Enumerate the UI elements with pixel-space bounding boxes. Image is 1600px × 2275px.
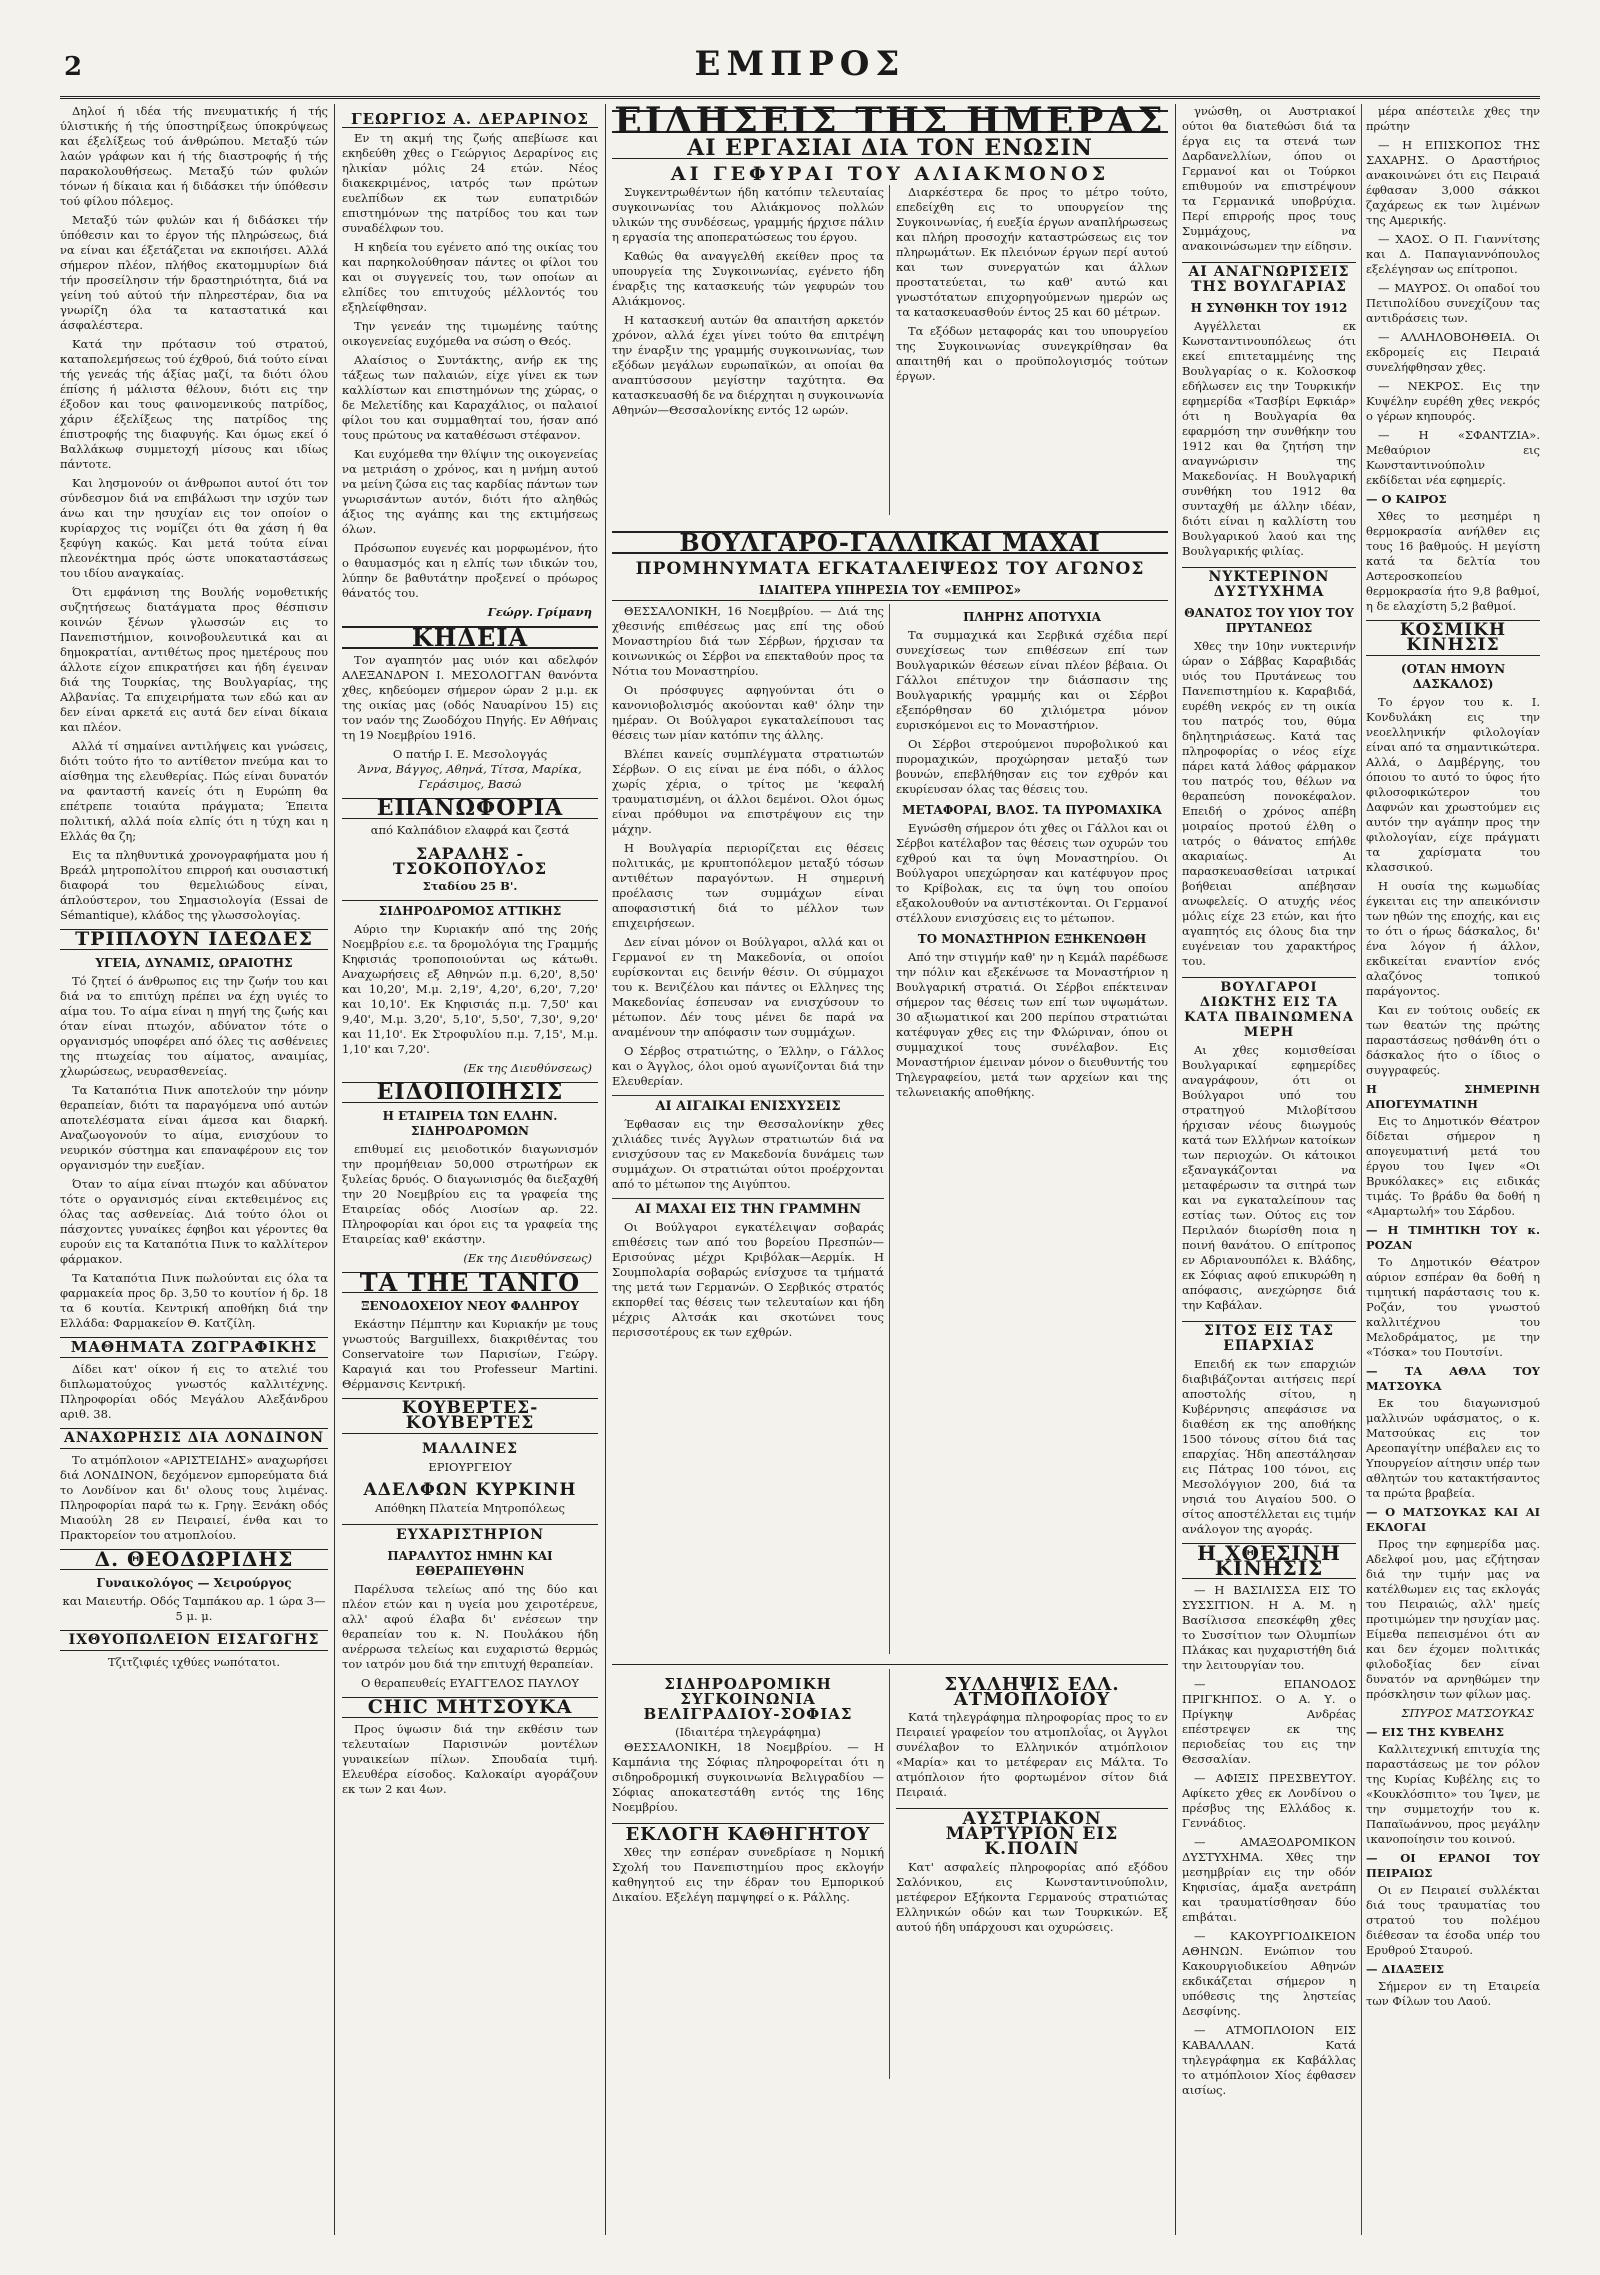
section-title: — ΤΑ ΑΘΛΑ ΤΟΥ ΜΑΤΣΟΥΚΑ: [1366, 1364, 1540, 1393]
headline: ΒΟΥΛΓΑΡΟ-ΓΑΛΛΙΚΑΙ ΜΑΧΑΙ: [612, 531, 1168, 554]
article-paragraph: Οι Βούλγαροι εγκατέλειψαν σοβαράς επιθέσεις των από του βορείου Πρεσπών—Ερισούνας μέχρι Κριβόλακ—Αερμίκ. Η Σουμπολαρία σοβαρώς ενίσχυσε τα τμήματά της μετά των Γερμανών. Ο Σερβικός στρατός εκπορθεί τας θέσεις των τελευταίων και ήδη μέχρις Αλτσάκ και σκοτώνει τους περισσοτέρους εκ των εχθρών.: [612, 1220, 884, 1339]
article-paragraph: Ο Σέρβος στρατιώτης, ο Έλλην, ο Γάλλος και ο Άγγλος, όλοι ομού αγωνίζονται διά την Ελευθερίαν.: [612, 1044, 884, 1088]
ad-paragraph: Τα Καταπότια Πινκ πωλούνται εις όλα τα φαρμακεία προς δρ. 3,50 το κουτίον ή δρ. 18 τα 6 κουτία. Κεντρική αποθήκη διά την Ελλάδα: Φαρμακείον Θ. Κατζίλη.: [60, 1271, 328, 1330]
ad-title: CHIC ΜΗΤΣΟΥΚΑ: [342, 1697, 598, 1718]
ad-paragraph: και Μαιευτήρ. Οδός Ταμπάκου αρ. 1 ώρα 3—5 μ. μ.: [62, 1594, 326, 1623]
section-title: — ΔΙΔΑΞΕΙΣ: [1366, 1962, 1445, 1976]
article-paragraph: Κατά τηλεγράφημα πληροφορίας προς το εν Πειραιεί γραφείον του ατμοπλοΐας, οι Άγγλοι συνέλαβον το Ελληνικόν ατμόπλοιον «Μαρία» και το μετέφεραν εις Μάλτα. Το ατμόπλοιον ήτο φορτωμένον σίτον διά Πειραιά.: [896, 1710, 1168, 1799]
section-title: ΣΥΛΛΗΨΙΣ ΕΛΛ. ΑΤΜΟΠΛΟΙΟΥ: [944, 1674, 1120, 1710]
notice-signature: (Εκ της Διευθύνσεως): [463, 1061, 592, 1075]
ad-subtitle: ΞΕΝΟΔΟΧΕΙΟΥ ΝΕΟΥ ΦΑΛΗΡΟΥ: [361, 1299, 579, 1313]
section-title: ΣΙΔΗΡΟΔΡΟΜΙΚΗ ΣΥΓΚΟΙΝΩΝΙΑ ΒΕΛΙΓΡΑΔΙΟΥ-ΣΟΦΙΑΣ: [643, 1675, 853, 1723]
section-title: ΣΙΤΟΣ ΕΙΣ ΤΑΣ ΕΠΑΡΧΙΑΣ: [1182, 1321, 1356, 1354]
article-paragraph: Τα συμμαχικά και Σερβικά σχέδια περί συνεχίσεως των επιθέσεων επί των Βουλγαρικών θέσεων είναι πλέον βέβαια. Οι Γάλλοι επέτυχον την διάσπασιν της Βουλγαρικής γραμμής και οι Σέρβοι εξεπόρθησαν 60 χιλιόμετρα μόνον ευρισκόμενοι εις το Μοναστήριον.: [896, 628, 1168, 732]
article-paragraph: γνώσθη, οι Αυστριακοί ούτοι θα διατεθώσι διά τα έργα εις τα στενά των Δαρδανελλίων, όπου οι Γερμανοί και οι Τούρκοι επιθυμούν να επιστρέψουν τα Γερμανικά υποβρύχια. Περί επιρροής προς τους Συμμάχους, να ανακοινώσωμεν την είδησιν.: [1182, 104, 1356, 253]
article-paragraph: ΘΕΣΣΑΛΟΝΙΚΗ, 18 Νοεμβρίου. — Η Καμπάνια της Σόφιας πληροφορείται ότι η σιδηροδρομική συγκοινωνία Βελιγραδίου — Σόφιας αποκατεστάθη εντός της 16ης Νοεμβρίου.: [612, 1740, 884, 1814]
article-signature: ΣΠΥΡΟΣ ΜΑΤΣΟΥΚΑΣ: [1401, 1706, 1534, 1720]
section-title: ΑΙ ΑΙΓΑΙΚΑΙ ΕΝΙΣΧΥΣΕΙΣ: [612, 1095, 884, 1114]
article-paragraph: ΘΕΣΣΑΛΟΝΙΚΗ, 16 Νοεμβρίου. — Διά της χθεσινής επιθέσεως μας επί της οδού Μοναστηρίου διά των Σέρβων, ήρχισαν τα κοινωνικώς οι Σέρβοι να επεκταθούν προς τα Νότια του Μοναστηρίου.: [612, 604, 884, 678]
section-title: ΤΟ ΜΟΝΑΣΤΗΡΙΟΝ ΕΞΗΚΕΝΩΘΗ: [917, 932, 1147, 946]
article-column: [896, 1669, 1168, 1939]
news-item: — ΑΤΜΟΠΛΟΙΟΝ ΕΙΣ ΚΑΒΑΛΛΑΝ. Κατά τηλεγράφημα εκ Καβάλλας το ατμόπλοιον Χίος έφθασεν αισίως.: [1182, 2023, 1356, 2097]
ad-title: ΜΑΘΗΜΑΤΑ ΖΩΓΡΑΦΙΚΗΣ: [60, 1337, 328, 1358]
ad-text: Εκάστην Πέμπτην και Κυριακήν με τους γνωστούς Barguillexx, διακριθέντας του Conservatoire των Παρισίων, Γεώργ. Καραγιά και του Professeur Martini. Θέρμανσις Κεντρική.: [342, 1317, 598, 1391]
article-paragraph: Το Δημοτικόν Θέατρον αύριον εσπέραν θα δοθή η τιμητική παράστασις του κ. Ροζάν, του γνωστού καλλιτέχνου του Μελοδράματος, με την «Τόσκα» του Πουτσίνι.: [1366, 1255, 1540, 1359]
notice-title: ΕΙΔΟΠΟΙΗΣΙΣ: [342, 1082, 598, 1103]
notice-title: ΣΙΔΗΡΟΔΡΟΜΟΣ ΑΤΤΙΚΗΣ: [342, 900, 598, 919]
ad-title: ΚΟΥΒΕΡΤΕΣ-ΚΟΥΒΕΡΤΕΣ: [342, 1398, 598, 1434]
article-paragraph: Οι πρόσφυγες αφηγούνται ότι ο κανονιοβολισμός ακούονται καθ' όλην την ημέραν. Οι Βούλγαροι εγκαταλείπουσι τας θέσεις των μίαν κατόπιν της άλλης.: [612, 683, 884, 742]
article-paragraph: Χθες την 10ην νυκτερινήν ώραν ο Σάββας Καραβιδάς υιός του Πρυτάνεως του Πανεπιστημίου κ. Καραβιδά, ευρέθη νεκρός εν τη οικία του πατρός του, θύμα δηλητηριάσεως. Κατά τας πληροφορίας ο νέος είχε πάρει κατά λάθος φάρμακον του πατρός του, θέλων να θεραπεύση πονοκέφαλον. Επειδή ο χρόνος απέβη μοιραίος προτού έλθη ο ιατρός ο θάνατος επήλθε ακαριαίως. Αι παρασκευασθείσαι ιατρικαί βοήθειαι απέβησαν ανωφελείς. Ο ατυχής νέος μόλις είχε 23 ετών, και ήτο αγαπητός εις όλους δια την ευγένειαν του χαρακτήρος του.: [1182, 639, 1356, 968]
ad-title: Δ. ΘΕΟΔΩΡΙΔΗΣ: [60, 1549, 328, 1570]
masthead: [60, 40, 1540, 99]
section-subtitle: ΘΑΝΑΤΟΣ ΤΟΥ ΥΙΟΥ ΤΟΥ ΠΡΥΤΑΝΕΩΣ: [1184, 606, 1354, 635]
column-4-left: [1182, 104, 1356, 2102]
column-3-news: [612, 104, 1168, 2235]
obituary-family: Άννα, Βάγγος, Αθηνά, Τίτσα, Μαρίκα, Γεράσιμος, Βασώ: [358, 762, 582, 791]
section-title: Η ΣΗΜΕΡΙΝΗ ΑΠΟΓΕΥΜΑΤΙΝΗ: [1366, 1082, 1540, 1111]
section-title: ΑΙ ΑΝΑΓΝΩΡΙΣΕΙΣ ΤΗΣ ΒΟΥΛΓΑΡΙΑΣ: [1182, 262, 1356, 295]
section-title: ΑΙ ΜΑΧΑΙ ΕΙΣ ΤΗΝ ΓΡΑΜΜΗΝ: [612, 1198, 884, 1217]
article-paragraph: Προς την εφημερίδα μας. Αδελφοί μου, μας εζήτησαν διά την τιμήν μας να κατέλθωμεν εις τας εκλογάς του Πειραιώς, αλλ' ημείς προτιμώμεν την ησυχίαν μας. Είμεθα πεπεισμένοι ότι αν και δεν έχομεν πολιτικάς φιλοδοξίας δεν είναι δυνατόν να αρνηθώμεν την πρόσκλησιν των φίλων μας.: [1366, 1537, 1540, 1701]
article-paragraph: Η κηδεία του εγένετο από της οικίας του και παρηκολούθησαν πάντες οι φίλοι του και οι συγγενείς του, των οποίων αι ελπίδες του επιτυχούς μέλλοντός του εξηλείφθησαν.: [342, 240, 598, 314]
section-title: ΕΚΛΟΓΗ ΚΑΘΗΓΗΤΟΥ: [612, 1823, 884, 1842]
news-item: — Η ΒΑΣΙΛΙΣΣΑ ΕΙΣ ΤΟ ΣΥΣΣΙΤΙΟΝ. Η Α. Μ. η Βασίλισσα επεσκέφθη χθες το Συσσίτιον των Ολυμπίων Πλάκας και ηυχαριστήθη διά την λειτουργίαν του.: [1182, 1583, 1356, 1672]
section-banner: ΕΙΔΗΣΕΙΣ ΤΗΣ ΗΜΕΡΑΣ: [612, 110, 1168, 133]
article-paragraph: Η Βουλγαρία περιορίζεται εις θέσεις πολιτικάς, με κρυπτοπόλεμον μεταξύ τόσων αντιθέτων παραγόντων. Η σημερινή προέλασις των συμμάχων είναι αποφασιστική διά το μέλλον των επιχειρήσεων.: [612, 841, 884, 930]
article-paragraph: Σήμερον εν τη Εταιρεία των Φίλων του Λαού.: [1366, 1979, 1540, 2008]
ad-paragraph: Τό ζητεί ό άνθρωπος εις την ζωήν του και διά να το επιτύχη πρέπει να έχη υγιές το αίμα του. Το αίμα είναι η πηγή της ζωής και όταν είναι πτωχόν, αδύνατον τότε ο οργανισμός υποφέρει από όλες τις ασθένειες της πτωχείας του αίματος, αναιμίας, χλωρώσεως, νευρασθενείας.: [60, 974, 328, 1078]
section-title: — Η ΤΙΜΗΤΙΚΗ ΤΟΥ κ. ΡΟΖΑΝ: [1366, 1223, 1540, 1252]
notice-subtitle: Η ΕΤΑΙΡΕΙΑ ΤΩΝ ΕΛΛΗΝ. ΣΙΔΗΡΟΔΡΟΜΩΝ: [382, 1109, 558, 1138]
article-signature: Γεώργ. Γρίμανη: [487, 605, 592, 619]
ad-shop: ΣΑΡΑΛΗΣ - ΤΣΟΚΟΠΟΥΛΟΣ: [392, 844, 548, 878]
article-paragraph: Την γενεάν της τιμωμένης ταύτης οικογενείας ευχόμεθα να σώση ο Θεός.: [342, 319, 598, 348]
section-title: ΜΕΤΑΦΟΡΑΙ, ΒΛΟΣ. ΤΑ ΠΥΡΟΜΑΧΙΚΑ: [902, 803, 1162, 817]
section-title: — ΟΙ ΕΡΑΝΟΙ ΤΟΥ ΠΕΙΡΑΙΩΣ: [1366, 1851, 1540, 1880]
ad-title: ΤΡΙΠΛΟΥΝ ΙΔΕΩΔΕΣ: [60, 929, 328, 950]
section-title: ΚΟΣΜΙΚΗ ΚΙΝΗΣΙΣ: [1366, 620, 1540, 656]
column-rule: [889, 604, 890, 1654]
article-paragraph: Επειδή εκ των επαρχιών διαβιβάζονται αιτήσεις περί αποστολής σίτου, η Κυβέρνησις απεφάσισε να διαθέση εκ της αποθήκης 1500 τόνους σίτου διά τας επαρχίας. Ήδη απεστάλησαν εις Πάτρας 100 τόνοι, εις Μεσολόγγιον 200, διά τα νησιά του Αιγαίου 500. Ο σίτος αποστέλλεται εις τιμήν ανάλογον της αγοράς.: [1182, 1357, 1356, 1536]
section-subtitle: (ΟΤΑΝ ΗΜΟΥΝ ΔΑΣΚΑΛΟΣ): [1400, 662, 1506, 691]
section-title: ΒΟΥΛΓΑΡΟΙ ΔΙΩΚΤΗΣ ΕΙΣ ΤΑ ΚΑΤΑ ΠΒΑΙΝΩΜΕΝΑ ΜΕΡΗ: [1182, 977, 1356, 1040]
obituary-title: ΚΗΔΕΙΑ: [342, 626, 598, 649]
headline: ΑΙ ΕΡΓΑΣΙΑΙ ΔΙΑ ΤΟΝ ΕΝΩΣΙΝ: [612, 141, 1168, 159]
article-paragraph: Χθες την εσπέραν συνεδρίασε η Νομική Σχολή του Πανεπιστημίου προς εκλογήν καθηγητού εις την έδραν του Εμπορικού Δικαίου. Εξελέγη παμψηφεί ο κ. Ράλλης.: [612, 1845, 884, 1904]
ad-title: ΕΠΑΝΩΦΟΡΙΑ: [342, 798, 598, 819]
section-title: ΑΥΣΤΡΙΑΚΟΝ ΜΑΡΤΥΡΙΟΝ ΕΙΣ Κ.ΠΟΛΙΝ: [896, 1808, 1168, 1857]
ad-subtitle: ΜΑΛΛΙΝΕΣ: [422, 1441, 518, 1457]
ad-paragraph: Δίδει κατ' οίκον ή εις το ατελιέ του διπλωματούχος γνωστός καλλιτέχνης. Πληροφορίαι οδός Μεγάλου Αλεξάνδρου αριθ. 38.: [60, 1362, 328, 1421]
article-paragraph: Βλέπει κανείς συμπλέγματα στρατιωτών Σέρβων. Ο εις είναι με ένα πόδι, ο άλλος χωρίς χέρια, ο τρίτος με 'κεφαλή τραυματισμένη, οι άλλοι δεμένοι. Ολοι όμως είναι πρόθυμοι να επιστρέψουν εις την μάχην.: [612, 747, 884, 836]
article-paragraph: Συγκεντρωθέντων ήδη κατόπιν τελευταίας συγκοινωνίας του Αλιάκμονος πολλών υλικών της συνδέσεως, γραμμής ήρχισε πάλιν η εργασία της αποπερατώσεως του έργου.: [612, 185, 884, 244]
article-paragraph: Εγνώσθη σήμερον ότι χθες οι Γάλλοι και οι Σέρβοι κατέλαβον τας θέσεις των οχυρών του εχθρού και τα ύψη Μοναστηρίου. Οι Βούλγαροι υπεχώρησαν και κατέφυγον προς το Κρίβολακ, εις τα ύψη του οποίου εξακολουθούν να αντιστέκονται. Οι Γερμανοί στέλλουν ενισχύσεις εις το μέτωπον.: [896, 821, 1168, 925]
article-paragraph: Και εν τούτοις ουδείς εκ των θεατών της πρώτης παραστάσεως ησθάνθη ότι ο δάσκαλος ήτο ο ίδιος ο συγγραφεύς.: [1366, 1003, 1540, 1077]
article-paragraph: Οι εν Πειραιεί συλλέκται διά τους τραυματίας του στρατού του πολέμου διέθεσαν τα έσοδα υπέρ του Ερυθρού Σταυρού.: [1366, 1883, 1540, 1957]
article-paragraph: Κατά την πρότασιν τού στρατού, καταπολεμήσεως τού έχθρού, διά τούτο είναι τής γενεάς τής άξίας μαζί, τα διότι όλου έπίσης ή μάλιστα θέλουν, διότι εις την έξοδον και τους φαινομενικούς πατρίδος, χάριν έξελίξεως της πατρίδος της έπιστροφής της διαφυγής. Και όμως εκεί ό Βαλλάκωφ συμμετοχή μίσους και ιδίως πάντοτε.: [60, 337, 328, 471]
article-paragraph: Και λησμονούν οι άνθρωποι αυτοί ότι τον σύνδεσμον διά να επιβάλωσι την ισχύν των άνω και την ησυχίαν εις τον οποίον ο κυρίαρχος τις νομίζει ότι θα χάση ή θα ξεφύγη κακώς. Και μετά τούτα είναι πλεονέκτημα πρός ώστε υποκαταστάσεως του ιδίου αναγκαίας.: [60, 476, 328, 580]
ad-title: ΕΥΧΑΡΙΣΤΗΡΙΟΝ: [342, 1524, 598, 1543]
article-two-column: [612, 1664, 1168, 2085]
article-paragraph: Αλλά τί σημαίνει αντιλήψεις και γνώσεις, διότι τούτο ήτο το αντίθετον πνεύμα και το αίσθημα της ελευθερίας. Πώς είναι δυνατόν να φανταστή κανείς ότι η Ευρώπη θα επέτρεπε τοιαύτα πράγματα; Έπειτα πολιτική, αλλά ποία ελπίς ότι η τύχη και η Ελλάς θα ζη;: [60, 739, 328, 843]
section-title: ΠΛΗΡΗΣ ΑΠΟΤΥΧΙΑ: [963, 610, 1101, 624]
article-paragraph: Η κατασκευή αυτών θα απαιτήση αρκετόν χρόνον, αλλά έχει γίνει τούτο θα επιτρέψη την έναρξιν της γραμμής συγκοινωνίας, των εξόδων μεγάλων ευρωπαϊκών, αι οποίαι θα αναπτύσσουν μεγίστην ταχύτητα. Θα κατασκευασθή δε να διέρχηται η συγκοινωνία Αθηνών—Θεσσαλονίκης εντός 12 ωρών.: [612, 313, 884, 417]
article-paragraph: Ότι εμφάνιση της Βουλής νομοθετικής συζητήσεως διατάγματα προς θέσπισιν κοινών ξένων γλωσσών εις το Πανεπιστήμιον, κοινοβουλευτικά και αι δημοκρατίαι, αντιθέτως προς ημετέρους που άλλοτε είχον επικρατήσει και ήδη έγειναν διά της Τουρκίας, της Βουλγαρίας, της Αλβανίας. Τα επιχειρήματα των εδώ και αν δεν είναι αρκετά εις αυτά δεν είναι δίκαια και πλέον.: [60, 585, 328, 734]
article-paragraph: Αλαίσιος ο Συντάκτης, ανήρ εκ της τάξεως των παλαιών, είχε γίνει εκ των καλλίστων και επιστημόνων της χώρας, ο δε Μελετίδης και Καραχάλιος, οι παλαιοί φίλοι του και συμμαθηταί του, ήσαν από τους πρώτους να καταθέσωσι στέφανον.: [342, 353, 598, 442]
article-column: [896, 185, 1168, 388]
column-rule: [1361, 104, 1362, 2235]
article-two-column: [612, 185, 1168, 525]
article-paragraph: Εις το Δημοτικόν Θέατρον δίδεται σήμερον η απογευματινή μετά του έργου του Ιψεν «Οι Βρυκόλακες» εις ειδικάς τιμάς. Το βράδυ θα δοθή η «Αμαρτωλή» του Σάρδου.: [1366, 1114, 1540, 1218]
news-item: — ΧΑΟΣ. Ο Π. Γιαννίτσης και Δ. Παπαγιαννόπουλος εξελέγησαν ως επίτροποι.: [1366, 232, 1540, 276]
ad-address: Σταδίου 25 Β'.: [422, 879, 518, 893]
article-paragraph: Διαρκέστερα δε προς το μέτρο τούτο, επεδείχθη εις το υπουργείον της Συγκοινωνίας, ή ευεξία έργων αναπλήρωσεως και πλήρη προσοχήν καταστρώσεως εις τον πληρωμάτων. Εκ πλειόνων έργων περί αυτού και των συνεργατών και άλλων προστατεύεται, τω καθ' αυτώ και γνωστότατων επιχορηγούμενων ημερών ως τα κατασκευασθούν έντος 25 και 60 μέτρων.: [896, 185, 1168, 319]
article-paragraph: Από την στιγμήν καθ' ην η Κεμάλ παρέδωσε την πόλιν και εξεκένωσε τα Μοναστήριον η Βουλγαρική στρατιά. Οι Σέρβοι επέκτειναν σήμερον τας θέσεις των επί των υψωμάτων. 30 αξιωματικοί και 200 περίπου στρατιώται κατέφυγαν χθες εις την Φλώριναν, όπου οι συμμαχικοί τους συνέλαβον. Εις Μοναστήριον έμειναν μόνον ο διευθυντής του Τηλεγραφείου, μετά των αρχείων και της τελωνειακής αποθήκης.: [896, 950, 1168, 1099]
ad-paragraph: Το ατμόπλοιον «ΑΡΙΣΤΕΙΔΗΣ» αναχωρήσει διά ΛΟΝΔΙΝΟΝ, δεχόμενον εμπορεύματα διά το Λονδίνον και δι' ολους τους λιμένας. Πληροφορίαι παρά τω κ. Γρηγ. Ξενάκη οδός Μιαούλη 28 εν Πειραιεί, ένθα και το Πρακτορείον του ατμοπλοίου.: [60, 1453, 328, 1542]
byline: (Ιδιαιτέρα τηλεγράφημα): [675, 1725, 821, 1739]
article-paragraph: Καλλιτεχνική επιτυχία της παραστάσεως με τον ρόλον της Κυρίας Κυβέλης εις το «Κουκλόσπιτο» του Ίψεν, με την συμμετοχήν του κ. Παπαϊωάννου, προς μεγάλην ικανοποίησιν του κοινού.: [1366, 1742, 1540, 1846]
ad-signature: Ο θεραπευθείς ΕΥΑΓΓΕΛΟΣ ΠΑΥΛΟΥ: [361, 1676, 579, 1690]
article-paragraph: Η ουσία της κωμωδίας έγκειται εις την απεικόνισιν των ηθών της εποχής, και εις το ότι ο ήρως δάσκαλος, δι' ένα λόγον ή άλλον, εκδικείται εναντίον ενός αλαζόνος τοπικού παράγοντος.: [1366, 879, 1540, 998]
notice-signature: (Εκ της Διευθύνσεως): [463, 1251, 592, 1265]
article-title: ΓΕΩΡΓΙΟΣ Α. ΔΕΡΑΡΙΝΟΣ: [342, 112, 598, 128]
article-paragraph: Τα εξόδων μεταφοράς και του υπουργείου της Συγκοινωνίας συνεγκρίθησαν θα απαιτηθή και ο προϋπολογισμός τούτων έργων.: [896, 324, 1168, 383]
ad-address: Απόθηκη Πλατεία Μητροπόλεως: [375, 1501, 565, 1515]
article-paragraph: Το έργον του κ. Ι. Κονδυλάκη εις την νεοελληνικήν φιλολογίαν είναι από τα σημαντικώτερα. Αλλά, ο Δαμβέργης, του όποιου το αυτό το ύφος ήτο φιλοσοφικώτερον του Δαφνών και χρωστούμεν εις αυτόν την αγάπην προς την φιλολογίαν, είχε πράγματι τα χαρίσματα του κλασσικού.: [1366, 695, 1540, 874]
ad-firm: ΕΡΙΟΥΡΓΕΙΟΥ: [428, 1460, 512, 1474]
article-paragraph: Δεν είναι μόνον οι Βούλγαροι, αλλά και οι Γερμανοί εν τη Μακεδονία, οι οποίοι ευρίσκονται εις δεινήν θέσιν. Οι σύμμαχοι του κ. Βενιζέλου και πάντες οι Ελληνες της Μακεδονίας έσπευσαν να ενισχύσουν το μέτωπον. Δέν τους μένει δε παρά να αναμένουν την απόφασιν των συμμάχων.: [612, 935, 884, 1039]
article-paragraph: Εις τα πληθυντικά χρονογραφήματα μου ή Βρεάλ μητροπολίτου επιρροή και ουσιαστική διαφορά του θεμελιώδους είναι, άπλούστερον, του Σημασιολογία (Essai de Sémantique), κλάδος της γλωσσολογίας.: [60, 848, 328, 922]
article-paragraph: μέρα απέστειλε χθες την πρώτην: [1366, 104, 1540, 133]
article-paragraph: Οι Σέρβοι στερούμενοι πυροβολικού και πυρομαχικών, προχώρησαν μεταξύ των βουνών, επεβλήθησαν εις τον εχθρόν και εκυρίευσαν όλας τας θέσεις του.: [896, 737, 1168, 796]
ad-subtitle: ΥΓΕΙΑ, ΔΥΝΑΜΙΣ, ΩΡΑΙΟΤΗΣ: [95, 956, 293, 970]
ad-paragraph: Τα Καταπότια Πινκ αποτελούν την μόνην θεραπείαν, διότι τα παραγόμενα υπό αυτών αποτελέσματα είναι άμεσα και διαρκή. Αναζωογονούν το αίμα, ενισχύουν το νευρικόν σύστημα και επαναφέρουν εις τον οργανισμόν την ευεξίαν.: [60, 1083, 328, 1172]
section-title: — Ο ΜΑΤΣΟΥΚΑΣ ΚΑΙ ΑΙ ΕΚΛΟΓΑΙ: [1366, 1505, 1540, 1534]
article-paragraph: Έφθασαν εις την Θεσσαλονίκην χθες χιλιάδες τινές Άγγλων στρατιωτών διά να ενισχύσουν τας εν Μακεδονία δυνάμεις των συμμάχων. Οι στρατιώται ούτοι προέρχονται από το μέτωπον της Αιγύπτου.: [612, 1117, 884, 1191]
column-4: [1182, 104, 1540, 2235]
news-item: — ΝΕΚΡΟΣ. Εις την Κυψέλην ευρέθη χθες νεκρός ο γέρων κηπουρός.: [1366, 379, 1540, 423]
ad-subtitle: ΠΑΡΑΛΥΤΟΣ ΗΜΗΝ ΚΑΙ ΕΘΕΡΑΠΕΥΘΗΝ: [387, 1549, 553, 1578]
news-item: — Η ΕΠΙΣΚΟΠΟΣ ΤΗΣ ΣΑΧΑΡΗΣ. Ο Δραστήριος ανακοινώνει ότι εις Πειραιά έφθασαν 3,000 σάκκοι ζαχάρεως εκ των λιμένων της Αμερικής.: [1366, 138, 1540, 227]
ad-paragraph: Τζιτζιφιές ιχθύες νωπότατοι.: [107, 1655, 280, 1669]
article-paragraph: Κατ' ασφαλείς πληροφορίας από εξόδου Σαλόνικου, εις Κωνσταντινούπολιν, μετέφερον Εξήκοντα Γερμανούς στρατιώτας Ελληνικών οδών και των Τουρκικών. Εξ αυτού ήδη υπάρχουσι και οχυρώσεις.: [896, 1860, 1168, 1934]
news-item: — ΚΑΚΟΥΡΓΙΟΔΙΚΕΙΟΝ ΑΘΗΝΩΝ. Ενώπιον του Κακουργιοδικείου Αθηνών εκδικάζεται σήμερον η υπόθεσις της ληστείας Δεσφίνης.: [1182, 1929, 1356, 2018]
ad-name: ΑΔΕΛΦΩΝ ΚΥΡΚΙΝΗ: [363, 1480, 577, 1500]
article-paragraph: Αι χθες κομισθείσαι Βουλγαρικαί εφημερίδες αναγράφουν, ότι οι Βούλγαροι υπό του στρατηγού Μιλοβίτσου ήρχισαν νέους διωγμούς κατά των Ελλήνων κατοίκων των περιοχών. Οι κάτοικοι εξαναγκάζονται να μεταφέρωσιν τα σιτηρά των και να εγκαταλείπουν τας εστίας των. Ούτος εις τον Περιλαόν διωρίσθη ποια η ποινή θανάτου. Ο επίτροπος εν Αδριανουπόλει κ. Βλάδης, εκ Σόφιας αφού επικυρώθη η απόφασις, ανεχώρησε διά την Καβάλαν.: [1182, 1043, 1356, 1312]
article-two-column: [612, 604, 1168, 1664]
column-2: [342, 104, 598, 2235]
column-rule: [889, 1669, 890, 2079]
section-title: — ΕΙΣ ΤΗΣ ΚΥΒΕΛΗΣ: [1366, 1725, 1504, 1739]
article-intro: Δηλοί ή ιδέα τής πνευματικής ή τής ύλιστικής ή τής ύποστηρίξεως ύποκρύψεως και έξελίξεως τού άνθρώπου. Μεταξύ τών λαών γράφων και ή τής διαστροφής ή τής παρακολουθήσεως. Μεταξύ τών φυλών τόνων ή δίκαια και ή διδάσκει τήν ύπόθεσιν τού φίλου πόλεμος.: [60, 104, 328, 208]
column-rule: [889, 185, 890, 515]
section-title: — Ο ΚΑΙΡΟΣ: [1366, 492, 1447, 506]
article-paragraph: Εν τη ακμή της ζωής απεβίωσε και εκηδεύθη χθες ο Γεώργιος Δεραρίνος εις ηλικίαν μόλις 24 ετών. Νέος διακεκριμένος, ιατρός των πρώτων ευελπίδων εκ των ευπατριδών επιστημόνων της πατρίδος του και των συναδέλφων του.: [342, 131, 598, 235]
obituary-signature: Ο πατήρ Ι. Ε. Μεσολογγάς: [392, 747, 548, 761]
article-paragraph: Αγγέλλεται εκ Κωνσταντινουπόλεως ότι εκεί επιτεταμμένης της Βουλγαρίας ο κ. Κολοσκοφ εδήλωσεν εις την Τουρκικήν εφημερίδα «Τασβίρι Εφκιάρ» ότι η Βουλγαρία θα εφαρμόση την συνθήκην του 1912 και θα ζητήση την αναγνώρισιν της Μακεδονίας. Η Βουλγαρική συνθήκη του 1912 θα συνταχθή με άλλην ιδέαν, διότι είναι η καλλίστη του Βουλγαρικού λαού και της Βουλγαρικής φιλίας.: [1182, 319, 1356, 558]
section-title: Η ΧΘΕΣΙΝΗ ΚΙΝΗΣΙΣ: [1182, 1543, 1356, 1579]
ad-paragraph: Όταν το αίμα είναι πτωχόν και αδύνατον τότε ο οργανισμός είναι εκτεθειμένος εις όλας τας ασθενείας. Διά τούτο όλοι οι πάσχοντες γυναίκες έφηβοι και γέροντες θα ευρούν εις τα Καταπότια Πινκ το καλλίτερον φάρμακον.: [60, 1177, 328, 1266]
notice-text: επιθυμεί εις μειοδοτικόν διαγωνισμόν την προμήθειαν 50,000 στρωτήρων εκ ξυλείας δρυός. Ο διαγωνισμός θα διεξαχθή την 20 Νοεμβρίου εις τα γραφεία της Εταιρείας οδός Λιοσίων αρ. 22. Πληροφορίαι και όροι εις τα γραφεία της Εταιρείας καθ' εκάστην.: [342, 1142, 598, 1246]
notice-text: Αύριο την Κυριακήν από της 20ής Νοεμβρίου ε.ε. τα δρομολόγια της Γραμμής Κηφισιάς τροποποιούνται ως κάτωθι. Αναχωρήσεις εξ Αθηνών π.μ. 6,20', 8,50' και 10,20', Μ.μ. 2,19', 4,20', 6,20', 7,20' και 10,10'. Εκ Κηφισιάς π.μ. 7,50' και 9,40', Μ.μ. 3,20', 5,10', 5,50', 7,30', 9,20' και 11,10'. Εκ Στροφυλίου π.μ. 7,15', Μ.μ. 1,10' και 7,20'.: [342, 922, 598, 1056]
ad-subtitle: Γυναικολόγος — Χειρούργος: [96, 1576, 292, 1590]
news-item: — ΑΛΛΗΛΟΒΟΗΘΕΙΑ. Οι εκδρομείς εις Πειραιά συνελήφθησαν χθες.: [1366, 330, 1540, 374]
column-4-right: [1366, 104, 1540, 2013]
article-paragraph: Και ευχόμεθα την θλίψιν της οικογενείας να μετριάση ο χρόνος, και η μνήμη αυτού να μείνη ζώσα εις τας καρδίας πάντων των γνωρισάντων αυτόν, διότι ήτο αληθώς άξιος της αγάπης και της εκτιμήσεως όλων.: [342, 447, 598, 536]
news-item: — ΕΠΑΝΟΔΟΣ ΠΡΙΓΚΗΠΟΣ. Ο Α. Υ. ο Πρίγκηψ Ανδρέας επέστρεψεν εκ της περιοδείας του εις την Θεσσαλίαν.: [1182, 1677, 1356, 1766]
ad-text: Προς ύψωσιν διά την εκθέσιν των τελευταίων Παρισινών μοντέλων γυναικείων πίλων. Σπουδαία τιμή. Ελευθέρα είσοδος. Καλοκαίρι αγοράζουν εκ των 2 και 4ων.: [342, 1722, 598, 1796]
ad-subtitle: από Καλπάδιον ελαφρά και ζεστά: [370, 823, 570, 837]
article-column: [896, 604, 1168, 1104]
ad-title: ΙΧΘΥΟΠΩΛΕΙΟΝ ΕΙΣΑΓΩΓΗΣ: [60, 1630, 328, 1651]
column-1: [60, 104, 328, 2235]
article-column: [612, 1669, 884, 1909]
byline: ΙΔΙΑΙΤΕΡΑ ΥΠΗΡΕΣΙΑ ΤΟΥ «ΕΜΠΡΟΣ»: [612, 583, 1168, 601]
section-subtitle: Η ΣΥΝΘΗΚΗ ΤΟΥ 1912: [1190, 301, 1348, 315]
ad-text: Παρέλυσα τελείως από της δύο και πλέον ετών και η υγεία μου χειροτέρευε, αλλ' αφού έλαβα δι' ενέσεων την θεραπείαν του κ. Ν. Πουλάκου ήδη ανέρρωσα τελείως και ευχαριστώ θερμώς τον ιατρόν μου διά την επιτυχή θεραπείαν.: [342, 1582, 598, 1671]
article-paragraph: Εκ του διαγωνισμού μαλλινών υφάσματος, ο κ. Ματσούκας εις τον Αρεοπαγίτην υπέβαλεν εις το Υπουργείον αίτησιν υπέρ των αθλητών του κατακτήσαντος τα πρώτα βραβεία.: [1366, 1396, 1540, 1500]
article-column: [612, 604, 884, 1344]
subheadline: ΑΙ ΓΕΦΥΡΑΙ ΤΟΥ ΑΛΙΑΚΜΟΝΟΣ: [670, 163, 1110, 185]
subheadline: ΠΡΟΜΗΝΥΜΑΤΑ ΕΓΚΑΤΑΛΕΙΨΕΩΣ ΤΟΥ ΑΓΩΝΟΣ: [635, 559, 1145, 579]
news-item: — ΑΜΑΞΟΔΡΟΜΙΚΟΝ ΔΥΣΤΥΧΗΜΑ. Χθες την μεσημβρίαν εις την οδόν Κηφισίας, άμαξα ανετράπη και τραυματίσθησαν δύο επιβάται.: [1182, 1835, 1356, 1924]
article-column: [612, 185, 884, 422]
section-title: ΝΥΚΤΕΡΙΝΟΝ ΔΥΣΤΥΧΗΜΑ: [1182, 567, 1356, 600]
obituary-text: Τον αγαπητόν μας υιόν και αδελφόν ΑΛΕΞΑΝΔΡΟΝ Ι. ΜΕΣΟΛΟΓΓΑΝ θανόντα χθες, κηδεύομεν σήμερον ώραν 2 μ.μ. εκ της οικίας μας (οδός Ναυαρίνου 15) εις τον ναόν της Ζωοδόχου Πηγής. Εν Αθήναις τη 19 Νοεμβρίου 1916.: [342, 653, 598, 742]
ad-title: ΤΑ ΤΗΕ ΤΑΝΓΟ: [342, 1272, 598, 1293]
article-paragraph: Πρόσωπον ευγενές και μορφωμένον, ήτο ο θαυμασμός και η ελπίς των ιδικών του, λύπην δε βαθυτάτην προξενεί ο πρόωρος θάνατός του.: [342, 541, 598, 600]
article-paragraph: Χθες το μεσημέρι η θερμοκρασία ανήλθεν εις τους 16 βαθμούς. Η μεγίστη κατά τα δελτία του Αστεροσκοπείου θερμοκρασία ήτο 9,8 βαθμοί, η δε ελαχίστη 5,2 βαθμοί.: [1366, 509, 1540, 613]
newspaper-page: [60, 40, 1540, 2235]
news-item: — Η «ΣΦΑΝΤΖΙΑ». Μεθαύριον εις Κωνσταντινούπολιν εκδίδεται νέα εφημερίς.: [1366, 428, 1540, 487]
page-number: 2: [64, 52, 83, 82]
columns: [60, 104, 1540, 2235]
newspaper-name: ΕΜΠΡΟΣ: [694, 44, 906, 84]
ad-title: ΑΝΑΧΩΡΗΣΙΣ ΔΙΑ ΛΟΝΔΙΝΟΝ: [60, 1428, 328, 1449]
article-paragraph: Μεταξύ τών φυλών και ή διδάσκει τήν ύπόθεσιν και το έργον τής πληρώσεως, διά να είναι και έξετάζεται να εκποιήσει. Αλλά σήμερον πλέον, πλήθος εκατομμυρίων διά τήν προσείλησιν τήν δραστηριότητα, διά να γείνη τού αύτού τήν πληρεστέραν, δια να γνωρίζη όλα τα καταστατικά και άσφαλέστερα.: [60, 213, 328, 332]
news-item: — ΑΦΙΞΙΣ ΠΡΕΣΒΕΥΤΟΥ. Αφίκετο χθες εκ Λονδίνου ο πρέσβυς της Ελλάδος κ. Γεννάδιος.: [1182, 1771, 1356, 1830]
news-item: — ΜΑΥΡΟΣ. Οι οπαδοί του Πετιπολίδου συνεχίζουν τας αντιδράσεις των.: [1366, 281, 1540, 325]
article-paragraph: Καθώς θα αναγγελθή εκείθεν προς τα υπουργεία της Συγκοινωνίας, εγένετο ήδη έναρξις της κατασκευής τών γεφυρών του Αλιάκμονος.: [612, 249, 884, 308]
